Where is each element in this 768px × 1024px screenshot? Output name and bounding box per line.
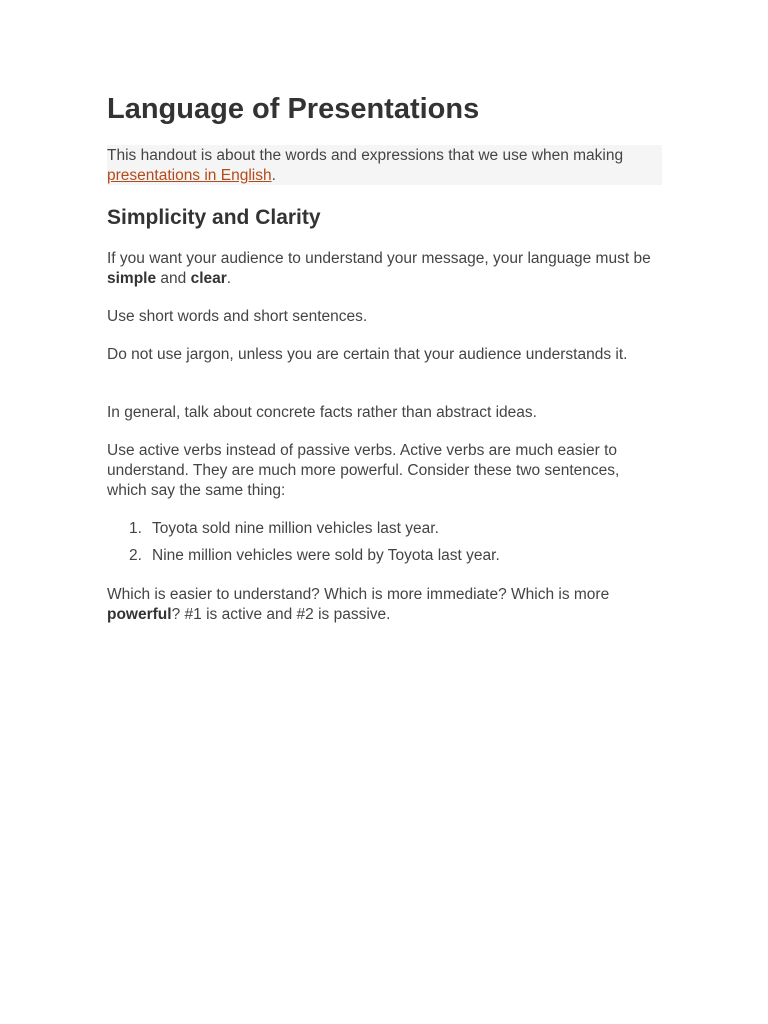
intro-text-end: .: [271, 167, 276, 184]
bold-simple: simple: [107, 270, 157, 287]
intro-box: [107, 145, 662, 185]
paragraph-concrete-facts: In general, talk about concrete facts rather than abstract ideas.: [107, 404, 537, 421]
paragraph-text: .: [226, 270, 232, 287]
paragraph-active-verbs: Use active verbs instead of passive verbs. Active verbs are much easier to understand. They are much more powerful. Consider these two sentences, which say the same thing:: [107, 442, 620, 499]
page-title: Language of Presentations: [107, 93, 480, 125]
list-number: 1.: [129, 520, 142, 537]
examples-list: [107, 519, 662, 573]
list-item-text: Nine million vehicles were sold by Toyota last year.: [152, 547, 500, 564]
bold-clear: clear: [190, 270, 227, 287]
paragraph-text: ? #1 is active and #2 is passive.: [171, 606, 391, 623]
paragraph-text: and: [156, 270, 191, 287]
paragraph-text: If you want your audience to understand your message, your language must be: [107, 250, 651, 267]
list-item-text: Toyota sold nine million vehicles last year.: [152, 520, 439, 537]
list-number: 2.: [129, 547, 142, 564]
list-item: [107, 546, 662, 573]
section-heading: Simplicity and Clarity: [107, 206, 321, 229]
paragraph-text: Which is easier to understand? Which is more immediate? Which is more: [107, 586, 610, 603]
presentations-link[interactable]: presentations in English: [107, 167, 272, 184]
paragraph-short-words: Use short words and short sentences.: [107, 308, 368, 325]
paragraph-jargon: Do not use jargon, unless you are certain that your audience understands it.: [107, 346, 628, 363]
paragraph-simple-clear: [107, 249, 662, 289]
list-item: [107, 519, 662, 546]
bold-powerful: powerful: [107, 606, 172, 623]
intro-text: This handout is about the words and expressions that we use when making: [107, 147, 624, 164]
paragraph-comparison: [107, 585, 662, 625]
